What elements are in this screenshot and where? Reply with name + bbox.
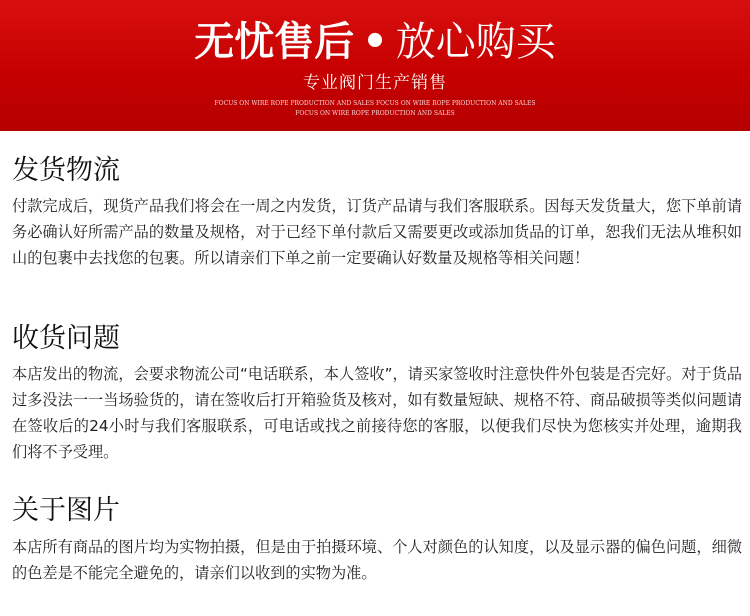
banner-english-line-2: FOCUS ON WIRE ROPE PRODUCTION AND SALES: [295, 110, 455, 117]
banner-english-line-1: FOCUS ON WIRE ROPE PRODUCTION AND SALES FOCUS ON WIRE ROPE PRODUCTION AND SALES: [214, 100, 536, 107]
section-heading-shipping: 发货物流: [12, 155, 120, 186]
section-heading-images: 关于图片: [12, 495, 120, 526]
banner-headline-bold: 无忧售后: [194, 19, 355, 65]
section-body-receiving: 本店发出的物流，会要求物流公司“电话联系，本人签收”，请买家签收时注意快件外包装是否完好。对于货品过多没法一一当场验货的，请在签收后打开箱验货及核对，如有数量短缺、规格不符、商品破损等类似问题请在签收后的24小时与我们客服联系，可电话或找之前接待您的客服，以便我们尽快为您核实并处理，逾期我们将不予受理。: [12, 365, 742, 461]
section-body-shipping: 付款完成后，现货产品我们将会在一周之内发货，订货产品请与我们客服联系。因每天发货量大，您下单前请务必确认好所需产品的数量及规格，对于已经下单付款后又需要更改或添加货品的订单，恕我们无法从堆积如山的包裹中去找您的包裹。所以请亲们下单之前一定要确认好数量及规格等相关问题！: [12, 197, 742, 267]
banner-subtitle: 专业阀门生产销售: [303, 73, 447, 93]
section-body-images: 本店所有商品的图片均为实物拍摄，但是由于拍摄环境、个人对颜色的认知度，以及显示器的偏色问题，细微的色差是不能完全避免的，请亲们以收到的实物为准。: [12, 538, 742, 582]
header-banner: [0, 0, 750, 131]
banner-headline-light: 放心购买: [395, 19, 556, 65]
section-heading-receiving: 收货问题: [12, 323, 120, 354]
banner-headline-dot: •: [362, 19, 388, 65]
banner-headline: [0, 18, 750, 66]
